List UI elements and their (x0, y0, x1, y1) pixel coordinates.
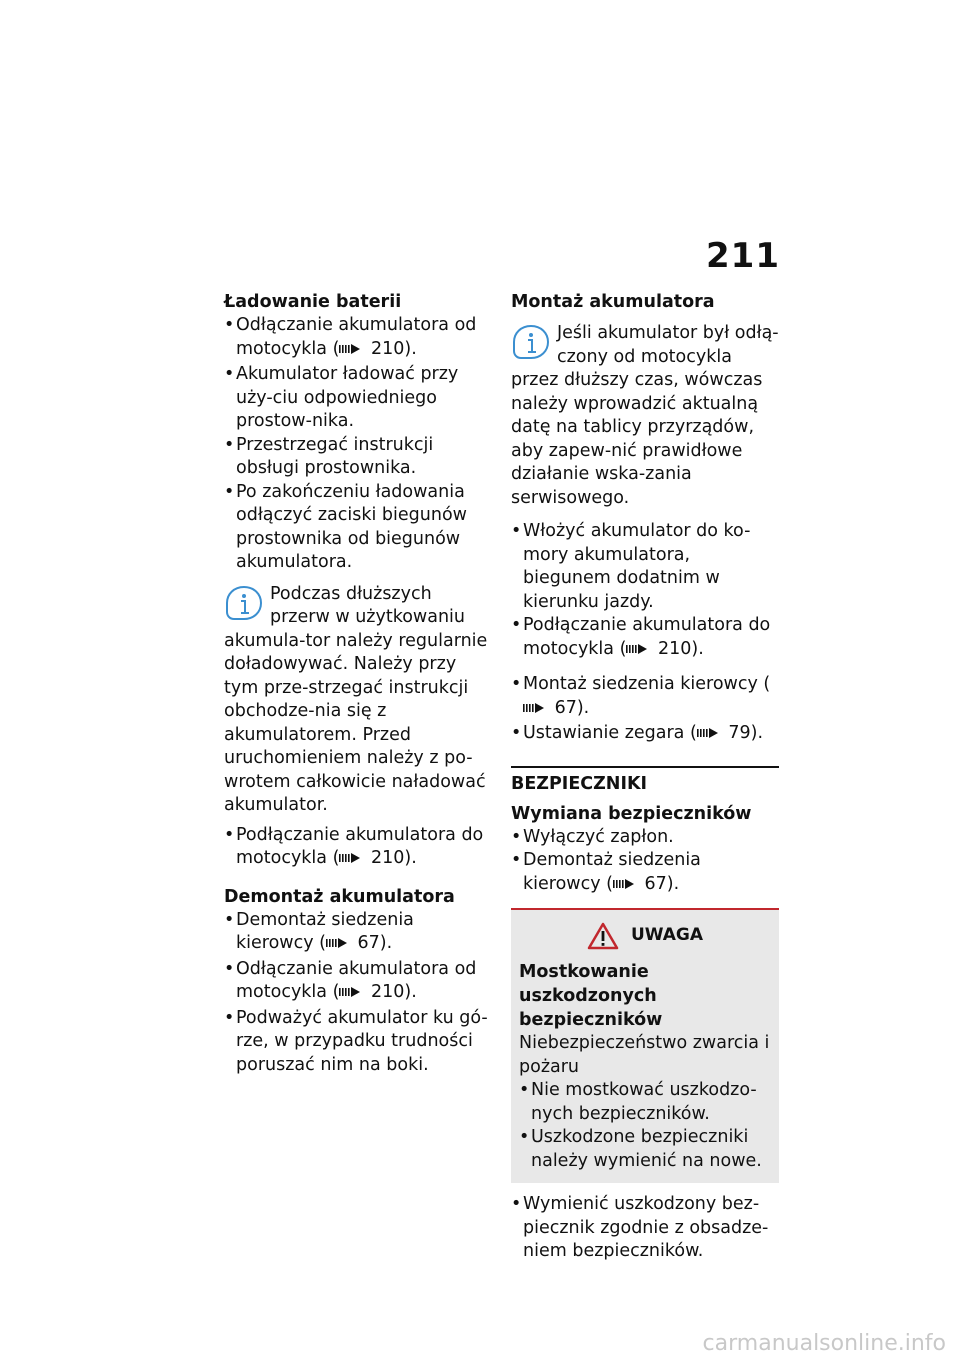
item-text: Podłączanie akumulatora do motocykla ( (523, 615, 771, 659)
page-ref-icon[interactable] (339, 983, 365, 1007)
info-icon (224, 585, 264, 623)
ref-page[interactable]: 210). (365, 848, 417, 868)
left-column (224, 290, 490, 1077)
list-item (511, 614, 779, 663)
list-item: • Podważyć akumulator ku gó-rze, w przypadku trudności poruszać nim na boki. (224, 1007, 490, 1078)
warning-title: Mostkowanie uszkodzonych bezpieczników (519, 962, 663, 1030)
after-note-list (224, 824, 490, 873)
item-text: Odłączanie akumulatora od motocykla ( (236, 958, 477, 1002)
warning-label: UWAGA (630, 925, 704, 946)
removal-list (224, 909, 490, 1078)
item-text: Odłączanie akumulatora od motocykla ( (236, 315, 477, 359)
list-item: • Uszkodzone bezpieczniki należy wymienić na nowe. (519, 1126, 771, 1173)
list-item (511, 673, 779, 722)
ref-page[interactable]: 79). (722, 723, 764, 743)
heading-fuses: Wymiana bezpieczników (511, 803, 752, 824)
page-number: 211 (706, 236, 780, 276)
ref-page[interactable]: 210). (365, 982, 417, 1002)
ref-page[interactable]: 67). (351, 933, 393, 953)
list-item: • Nie mostkować uszkodzo-nych bezpieczników. (519, 1079, 771, 1126)
list-item (224, 909, 490, 958)
info-note (224, 583, 490, 818)
warning-hazard: Niebezpieczeństwo zwarcia i pożaru (519, 1033, 770, 1077)
list-item: • Włożyć akumulator do ko-mory akumulatora, biegunem dodatnim w kierunku jazdy. (511, 520, 779, 614)
watermark: carmanualsonline.info (702, 1331, 946, 1356)
warning-icon (587, 922, 619, 950)
item-text: Ustawianie zegara ( (523, 723, 697, 743)
page-ref-icon[interactable] (339, 340, 365, 364)
list-item (511, 722, 779, 748)
list-item (224, 314, 490, 363)
list-item (224, 958, 490, 1007)
list-item (224, 824, 490, 873)
list-item: • Akumulator ładować przy uży-ciu odpowiedniego prostow-nika. (224, 363, 490, 434)
page-ref-icon[interactable] (339, 849, 365, 873)
ref-page[interactable]: 210). (365, 338, 417, 359)
page-ref-icon[interactable] (697, 724, 723, 748)
install-list (511, 520, 779, 663)
heading-charging: Ładowanie baterii (224, 292, 402, 312)
page-ref-icon[interactable] (326, 934, 352, 958)
item-text: Demontaż siedzenia kierowcy ( (236, 909, 414, 953)
list-item: • Po zakończeniu ładowania odłączyć zaciski biegunów prostownika od biegunów akumulatora. (224, 481, 490, 575)
item-text: Podłączanie akumulatora do motocykla ( (236, 824, 484, 868)
list-item: • Przestrzegać instrukcji obsługi prostownika. (224, 434, 490, 481)
ref-page[interactable]: 67). (638, 873, 680, 894)
list-item: • Wymienić uszkodzony bez-piecznik zgodnie z obsadze-niem bezpieczników. (511, 1193, 779, 1264)
warning-list (519, 1079, 771, 1173)
warning-header (519, 922, 771, 950)
warning-box (511, 908, 779, 1183)
page-ref-icon[interactable] (523, 699, 549, 723)
install-list-2 (511, 673, 779, 748)
note-text: Jeśli akumulator był odłą-czony od motocykla przez dłuższy czas, wówczas należy wprowadzić aktualną datę na tablicy przyrządów, aby zapew-nić prawidłowe działanie wska-zania serwisowego. (511, 323, 779, 508)
section-rule (511, 766, 779, 796)
info-icon (511, 324, 551, 362)
list-item (511, 849, 779, 898)
charging-list (224, 314, 490, 575)
section-title: BEZPIECZNIKI (511, 773, 648, 794)
page-ref-icon[interactable] (626, 640, 652, 664)
note-text: Podczas dłuższych przerw w użytkowaniu akumula-tor należy regularnie doładowywać. Należy przy tym prze-strzegać instrukcji obchodze-nia się z akumulatorem. Przed uruchomieniem należy z po-wrotem całkowicie naładować akumulator. (224, 583, 488, 815)
page-ref-icon[interactable] (613, 875, 639, 899)
ref-page[interactable]: 67). (549, 697, 590, 718)
heading-install: Montaż akumulatora (511, 292, 715, 312)
item-text: Montaż siedzenia kierowcy ( (523, 674, 771, 694)
info-note (511, 322, 779, 510)
final-list (511, 1193, 779, 1264)
fuse-list (511, 826, 779, 899)
item-text: Demontaż siedzenia kierowcy ( (523, 850, 701, 894)
list-item: • Wyłączyć zapłon. (511, 826, 779, 850)
ref-page[interactable]: 210). (652, 638, 704, 659)
right-column (511, 290, 779, 1264)
heading-removal: Demontaż akumulatora (224, 886, 455, 907)
